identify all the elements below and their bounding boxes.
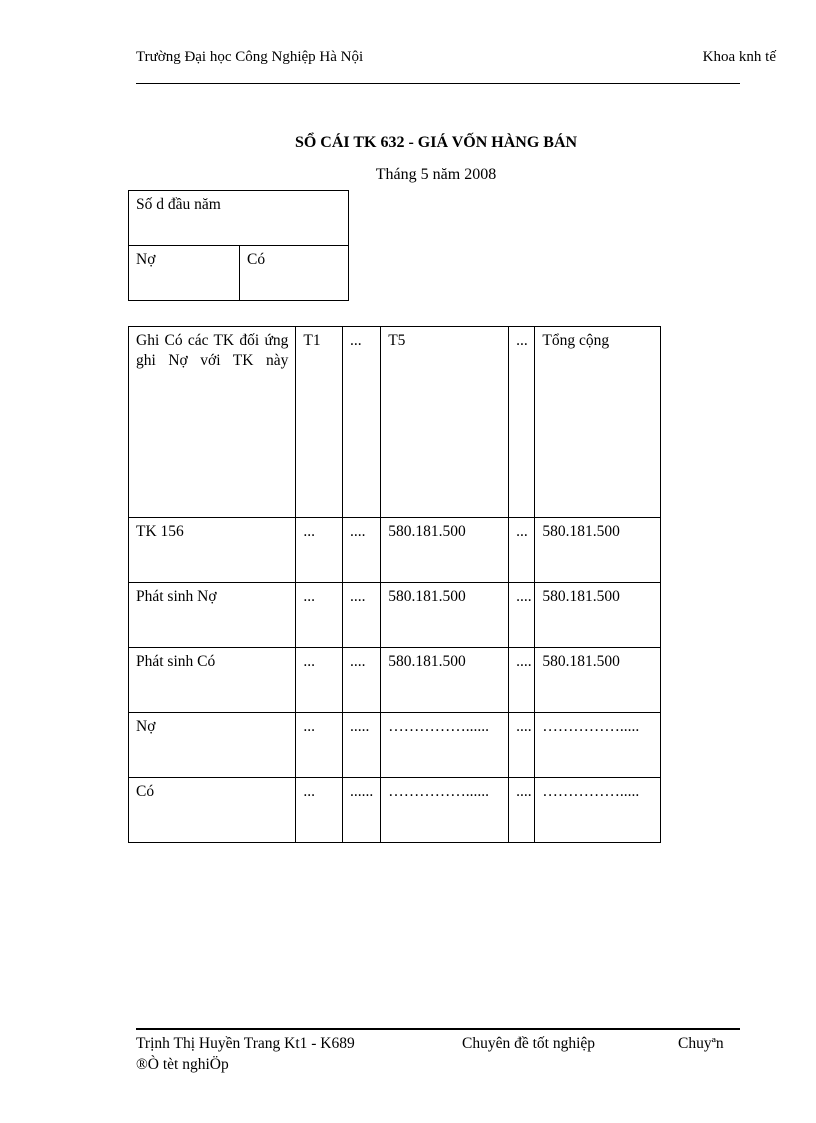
row-t1: ... [296,778,343,843]
row-ellipsis-2: .... [509,583,535,648]
opening-balance-label: Số d đầu năm [129,191,349,246]
row-total: 580.181.500 [535,583,661,648]
row-t1: ... [296,648,343,713]
document-title: SỔ CÁI TK 632 - GIÁ VỐN HÀNG BÁN [294,134,578,151]
row-t5: 580.181.500 [381,583,509,648]
row-t1: ... [296,713,343,778]
row-t1: ... [296,583,343,648]
opening-credit-label: Có [240,246,349,301]
row-ellipsis-1: ..... [342,713,380,778]
table-row [129,518,661,583]
opening-debit-label: Nợ [129,246,240,301]
footer-document-type: Chuyên đề tốt nghiệp [462,1035,596,1052]
row-ellipsis-2: ... [509,518,535,583]
header-divider [136,83,740,84]
header-cell-t5: T5 [381,327,509,518]
header-account-text: Ghi Có các TK đối ứng ghi Nợ với TK này [136,332,289,370]
row-ellipsis-1: ...... [342,778,380,843]
row-t1: ... [296,518,343,583]
table-row [129,583,661,648]
document-subtitle: Tháng 5 năm 2008 [375,166,497,183]
row-total: 580.181.500 [535,648,661,713]
footer-author: Trịnh Thị Huyền Trang Kt1 - K689 [136,1035,355,1052]
row-account: Phát sinh Có [129,648,296,713]
header-school-name: Trường Đại học Công Nghiệp Hà Nội [136,49,364,65]
header-faculty-name: Khoa knh tế [702,49,776,65]
row-total: ……………..... [535,713,661,778]
row-ellipsis-2: .... [509,713,535,778]
table-row [129,713,661,778]
table-row [129,778,661,843]
header-cell-t1: T1 [296,327,343,518]
row-ellipsis-2: .... [509,778,535,843]
row-ellipsis-1: .... [342,648,380,713]
row-ellipsis-1: .... [342,583,380,648]
header-cell-ellipsis-2: ... [509,327,535,518]
row-ellipsis-1: .... [342,518,380,583]
opening-balance-table [128,190,349,301]
ledger-header-row [129,327,661,518]
row-ellipsis-2: .... [509,648,535,713]
row-total: ……………..... [535,778,661,843]
header-cell-account [129,327,296,518]
footer-garbled-line-2: ®Ò tèt nghiÖp [136,1056,229,1073]
footer-divider [136,1028,740,1030]
ledger-table [128,326,661,843]
row-t5: ……………...... [381,778,509,843]
header-cell-total: Tổng cộng [535,327,661,518]
row-account: Phát sinh Nợ [129,583,296,648]
row-account: Nợ [129,713,296,778]
row-t5: ……………...... [381,713,509,778]
row-total: 580.181.500 [535,518,661,583]
table-row [129,648,661,713]
row-account: TK 156 [129,518,296,583]
row-account: Có [129,778,296,843]
row-t5: 580.181.500 [381,648,509,713]
header-cell-ellipsis-1: ... [342,327,380,518]
footer-garbled-text: Chuyªn [678,1035,724,1052]
row-t5: 580.181.500 [381,518,509,583]
